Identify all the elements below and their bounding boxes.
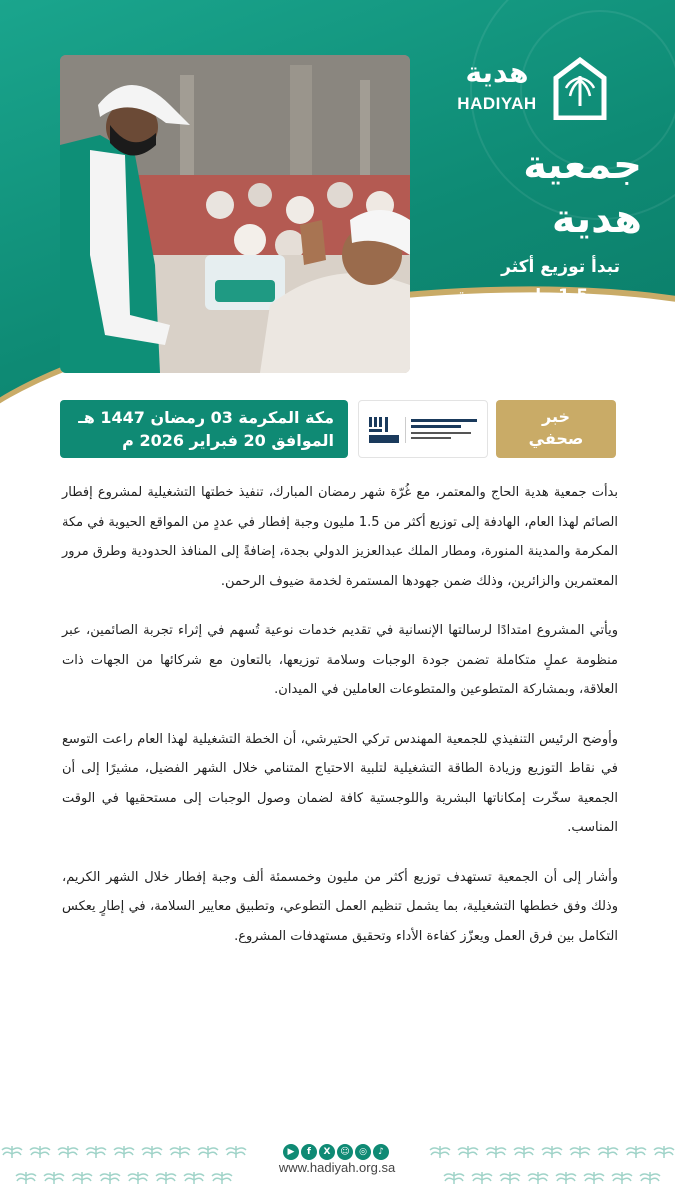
- headline-line: شهر رمضان: [517, 344, 620, 364]
- tiktok-icon[interactable]: ♪: [373, 1144, 389, 1160]
- spa-logo-box: [358, 400, 488, 458]
- article-body: [62, 478, 618, 971]
- x-icon[interactable]: X: [319, 1144, 335, 1160]
- news-badge-line: صحفي: [528, 429, 584, 448]
- dateline-box: [60, 400, 348, 458]
- headline-line: إفطار صائم خلال: [476, 315, 620, 335]
- website-link[interactable]: www.hadiyah.org.sa: [278, 1160, 396, 1175]
- hadiyah-logo: [452, 56, 612, 120]
- dateline-hijri: مكة المكرمة 03 رمضان 1447 هـ: [78, 408, 334, 427]
- logo-house-icon: [552, 56, 608, 120]
- article-paragraph: ويأتي المشروع امتدادًا لرسالتها الإنسانية في تقديم خدمات نوعية تُسهم في إثراء تجربة الصائمين، عبر منظومة عملٍ متكاملة تضمن جودة الوجبات وسلامة توزيعها، بالتعاون مع شركائها من الجهات ذات العلاقة، وبمشاركة المتطوعين والمتطوعات العاملين في الميدان.: [62, 623, 618, 697]
- volunteer-photo: [60, 55, 410, 373]
- youtube-icon[interactable]: ▶: [283, 1144, 299, 1160]
- spa-logo-text: [359, 401, 360, 402]
- spa-logo: [367, 413, 481, 447]
- instagram-icon[interactable]: ◎: [355, 1144, 371, 1160]
- title-line: هدية: [551, 196, 642, 242]
- page-title: [410, 138, 642, 246]
- title-line: جمعية: [523, 142, 642, 188]
- article-paragraph: وأشار إلى أن الجمعية تستهدف توزيع أكثر من مليون وخمسمئة ألف وجبة إفطار خلال الشهر الكريم، وذلك وفق خططها التشغيلية، بما يشمل تنظيم العمل التطوعي، وتطبيق معايير السلامة، في إطارٍ يعكس التكامل بين فرق العمل ويعزّز كفاءة الأداء وتحقيق مستهدفات المشروع.: [62, 869, 618, 944]
- dateline-gregorian: الموافق 20 فبراير 2026 م: [122, 431, 334, 450]
- social-links: [282, 1139, 390, 1157]
- snapchat-icon[interactable]: ☺: [337, 1144, 353, 1160]
- headline-line: من 1.5 مليون وجبة: [456, 286, 620, 306]
- photo-illustration: [60, 55, 410, 373]
- news-badge-line: خبر: [541, 407, 570, 426]
- logo-text-english: HADIYAH: [457, 94, 537, 113]
- headline-line: تبدأ توزيع أكثر: [501, 257, 620, 277]
- news-badge: [496, 400, 616, 458]
- headline: [410, 253, 620, 369]
- logo-text-arabic: هدية: [465, 56, 529, 89]
- facebook-icon[interactable]: f: [301, 1144, 317, 1160]
- article-paragraph: بدأت جمعية هدية الحاج والمعتمر، مع غُرّة شهر رمضان المبارك، تنفيذ خطتها التشغيلية لمشروع إفطار الصائم لهذا العام، الهادفة إلى توزيع أكثر من 1.5 مليون وجبة إفطار في عددٍ من المواقع الحيوية في مكة المكرمة والمدينة المنورة، ومطار الملك عبدالعزيز الدولي بجدة، إضافةً إلى المنافذ الحدودية وطرق مرور المعتمرين والزائرين، وذلك ضمن جهودها المستمرة لخدمة ضيوف الرحمن.: [62, 485, 618, 589]
- article-paragraph: وأوضح الرئيس التنفيذي للجمعية المهندس تركي الحتيرشي، أن الخطة التشغيلية لهذا العام راعت التوسع في نقاط التوزيع وزيادة الطاقة التشغيلية لتلبية الاحتياج المتنامي خلال الشهر الفضيل، مشيرًا إلى أن الجمعية سخّرت إمكاناتها البشرية واللوجستية كافة لضمان وصول الوجبات إلى مستحقيها في الوقت المناسب.: [62, 731, 618, 835]
